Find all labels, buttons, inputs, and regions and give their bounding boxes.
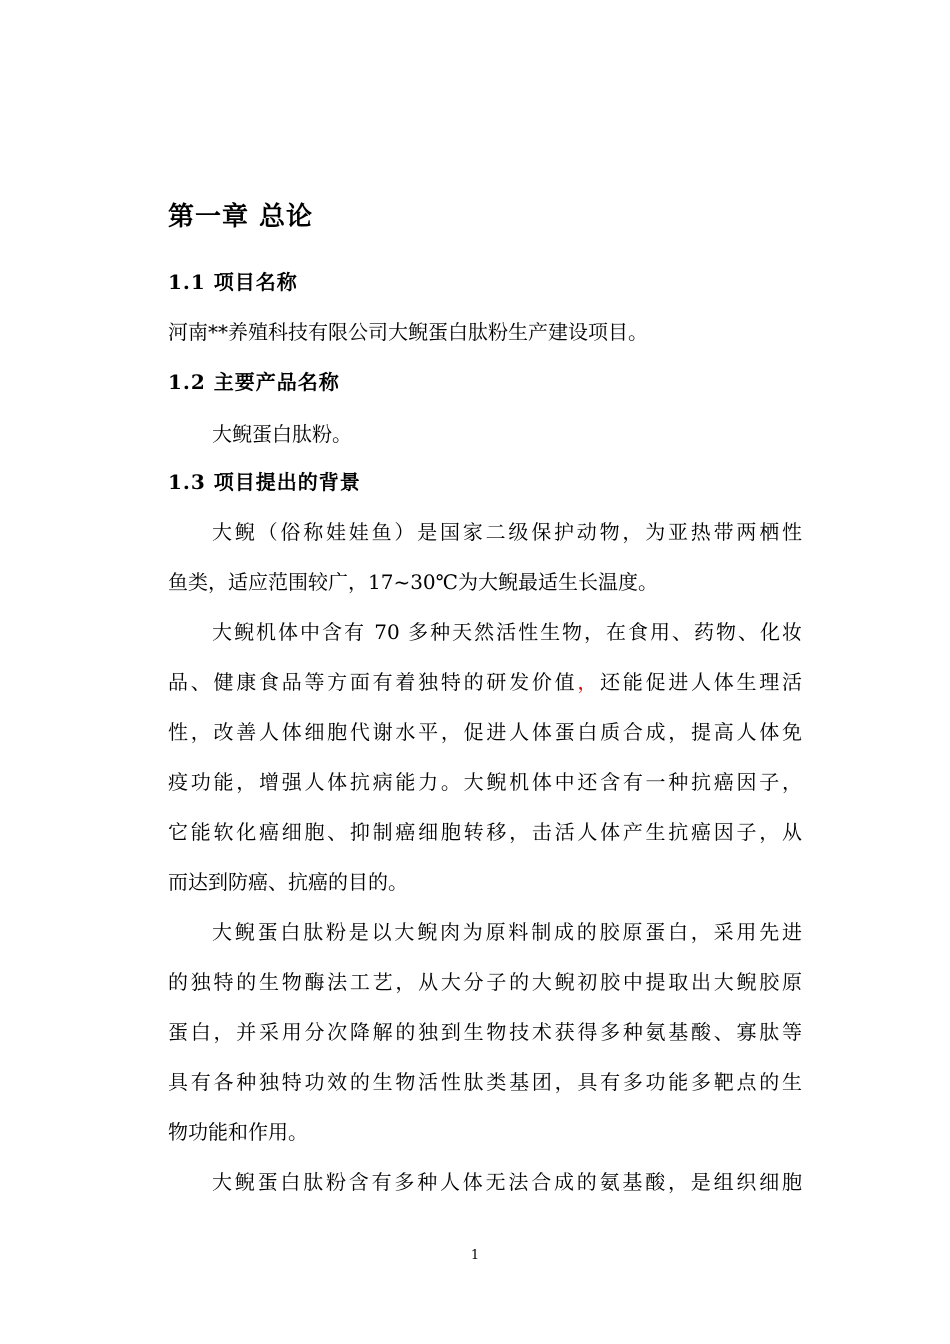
- red-comma: ，: [577, 670, 601, 694]
- paragraph-4-line-1: 大鲵蛋白肽粉含有多种人体无法合成的氨基酸，是组织细胞: [212, 1170, 802, 1194]
- paragraph-2-line-1: 大鲵机体中含有 70 多种天然活性生物，在食用、药物、化妆: [212, 620, 802, 644]
- paragraph-2-line-2-part-a: 品、健康食品等方面有着独特的研发价值: [168, 670, 578, 694]
- paragraph-2-line-6: 而达到防癌、抗癌的目的。: [168, 870, 408, 894]
- section-heading-1-1: 1.1 项目名称: [168, 270, 298, 294]
- project-name-text: 河南**养殖科技有限公司大鲵蛋白肽粉生产建设项目。: [168, 320, 648, 344]
- paragraph-2-line-5: 它能软化癌细胞、抑制癌细胞转移，击活人体产生抗癌因子，从: [168, 820, 802, 844]
- paragraph-2-line-2-part-b: 还能促进人体生理活: [600, 670, 803, 694]
- paragraph-2-line-2: [168, 666, 802, 695]
- paragraph-1-line-1: 大鲵（俗称娃娃鱼）是国家二级保护动物，为亚热带两栖性: [212, 520, 802, 544]
- paragraph-3-line-1: 大鲵蛋白肽粉是以大鲵肉为原料制成的胶原蛋白，采用先进: [212, 920, 802, 944]
- paragraph-2-line-4: 疫功能，增强人体抗病能力。大鲵机体中还含有一种抗癌因子，: [168, 770, 802, 794]
- paragraph-3-line-3: 蛋白，并采用分次降解的独到生物技术获得多种氨基酸、寡肽等: [168, 1020, 802, 1044]
- paragraph-3-line-5: 物功能和作用。: [168, 1120, 308, 1144]
- paragraph-3-line-2: 的独特的生物酶法工艺，从大分子的大鲵初胶中提取出大鲵胶原: [168, 970, 802, 994]
- section-heading-1-2: 1.2 主要产品名称: [168, 370, 340, 394]
- paragraph-1-line-2: 鱼类，适应范围较广，17~30℃为大鲵最适生长温度。: [168, 570, 659, 594]
- product-name-text: 大鲵蛋白肽粉。: [212, 422, 352, 446]
- chapter-title: 第一章 总论: [168, 202, 314, 232]
- section-heading-1-3: 1.3 项目提出的背景: [168, 470, 361, 494]
- page-number: 1: [470, 1248, 480, 1263]
- paragraph-3-line-4: 具有各种独特功效的生物活性肽类基团，具有多功能多靶点的生: [168, 1070, 802, 1094]
- paragraph-2-line-3: 性，改善人体细胞代谢水平，促进人体蛋白质合成，提高人体免: [168, 720, 802, 744]
